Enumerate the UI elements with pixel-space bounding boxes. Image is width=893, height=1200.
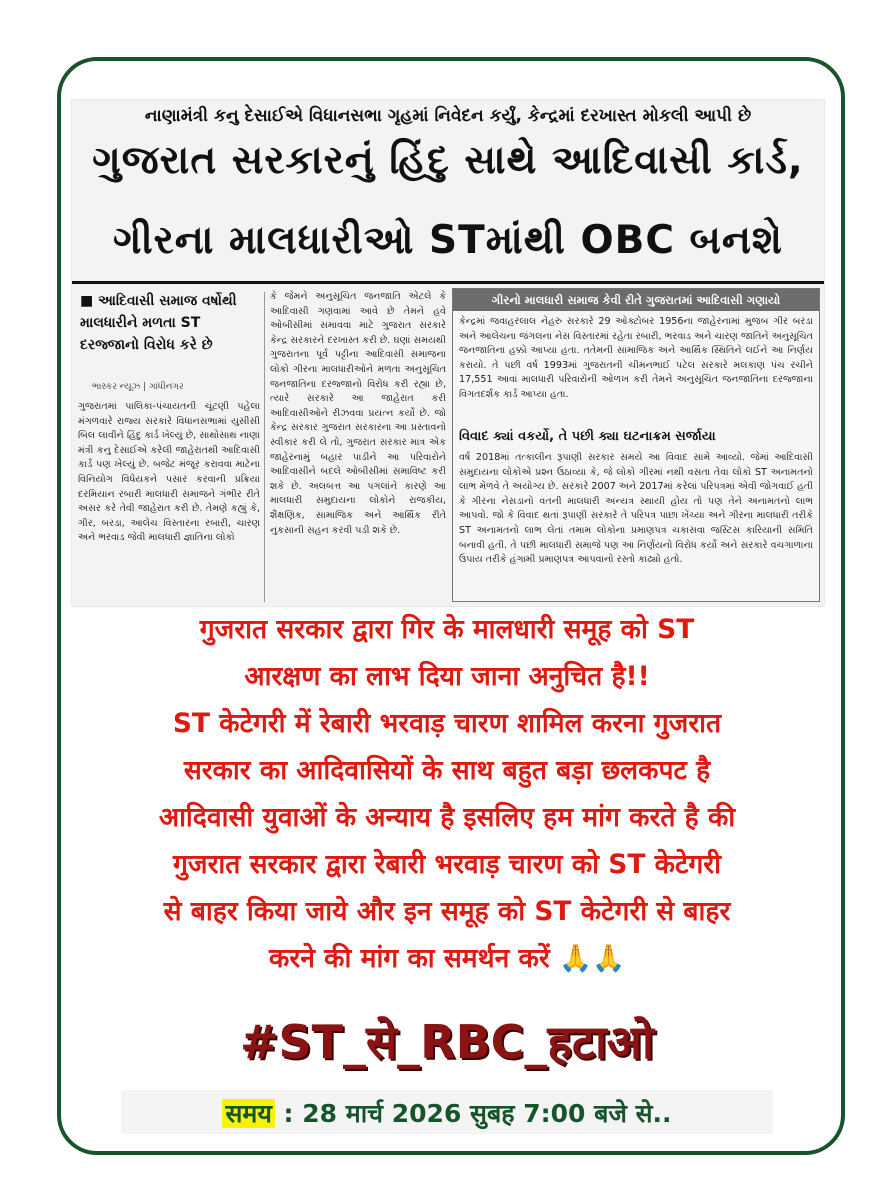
folded-hands-icon: 🙏🙏 bbox=[558, 943, 625, 974]
schedule-colon: : bbox=[283, 1099, 294, 1128]
news-column-2: કે જેમને અનુસૂચિત જનજાતિ એટલે કે આદિવાસી ગણવામાં આવે છે તેમને હવે ઓબીસીમાં સમાવવા માટે ગુજરાત સરકારે કેન્દ્ર સરકારને દરખાસ્ત કરી છે. ઘણાં સમયથી ગુજરાતના પૂર્વ પટ્ટીના આદિવાસી સમાજના લોકો ગીરના માલધારીઓને મળતા અનુસૂચિત જનજાતિના દરજ્જાનો વિરોધ કરી રહ્યા છે, ત્યારે સરકારે આ જાહેરાત કરી આદિવાસીઓને રીઝવવા પ્રયત્ન કર્યો છે. જો કેન્દ્ર સરકાર ગુજરાત સરકારના આ પ્રસ્તાવનો સ્વીકાર કરી લે તો, ગુજરાત સરકાર માત્ર એક જાહેરનામું બહાર પાડીને આ પરિવારોને આદિવાસીને બદલે ઓબીસીમાં સમાવિષ્ટ કરી શકે છે. અલબત્ત આ પગલાંને કારણે આ માલધારી સમુદાયના લોકોને રાજકીય, શૈક્ષણિક, સામાજિક અને આર્થિક રીતે નુકસાની સહન કરવી પડી શકે છે. bbox=[270, 291, 446, 536]
news-headline-line1: ગુજરાત સરકારનું હિંદુ સાથે આદિવાસી કાર્ડ, bbox=[92, 138, 804, 183]
appeal-line-3: ST केटेगरी में रेबारी भरवाड़ चारण शामिल करना गुजरात bbox=[172, 708, 722, 739]
schedule-date: 28 मार्च 2026 सुबह 7:00 बजे से.. bbox=[302, 1099, 672, 1128]
news-subhead: ■ આદિવાસી સમાજ વર્ષોથી માલધારીને મળતા ST દરજ્જાનો વિરોધ કરે છે bbox=[80, 293, 237, 353]
appeal-line-2: आरक्षण का लाभ दिया जाना अनुचित है!! bbox=[244, 661, 650, 692]
headline-divider bbox=[72, 281, 824, 284]
schedule-label: समय bbox=[222, 1099, 274, 1128]
news-headline-line2: ગીરના માલધારીઓ STમાંથી OBC બનશે bbox=[113, 218, 783, 263]
sidebar-box-title: ગીરનો માલધારી સમાજ કેવી રીતે ગુજરાતમાં આદિવાસી ગણાયો bbox=[453, 289, 819, 311]
appeal-text bbox=[62, 606, 832, 982]
sidebar-box-subhead: વિવાદ ક્યાં વકર્યો, તે પછી ક્યા ઘટનાક્રમ સર્જાયા bbox=[459, 429, 716, 444]
appeal-line-7: से बाहर किया जाये और इन समूह को ST केटेगरी से बाहर bbox=[163, 896, 731, 927]
news-kicker: નાણામંત્રી કનુ દેસાઈએ વિધાનસભા ગૃહમાં નિવેદન કર્યું, કેન્દ્રમાં દરખાસ્ત મોકલી આપી છે bbox=[144, 106, 752, 126]
sidebar-box-paragraph-1: કેન્દ્રમાં જવાહરલાલ નેહરુ સરકારે 29 ઓક્ટોબર 1956ના જાહેરનામાં મુજબ ગીર બરડા અને આલેચના જંગલના નેસ વિસ્તારમાં રહેતા રબારી, ભરવાડ અને ચારણ જાતિને અનુસૂચિત જનજાતિના હક્કો આપ્યા હતા. તતેમની સામાજિક અને આર્થિક સ્થિતિને લઈને આ નિર્ણય કરાયો. તે પછી વર્ષ 1993માં ગુજરાતની ચીમનભાઈ પટેલ સરકારે મલકાણ પંચ રચીને 17,551 આવાં માલધારી પરિવારોની ઓળખ કરી તેમને અનુસૂચિત જનજાતિના દરજ્જાના વિગતદર્શક કાર્ડ આપ્યા હતા. bbox=[459, 316, 813, 400]
appeal-line-6: गुजरात सरकार द्वारा रेबारी भरवाड़ चारण को ST केटेगरी bbox=[173, 849, 721, 880]
news-column-1: ગુજરાતમાં પાલિકા-પંચાયતની ચૂંટણી પહેલા મંગળવારે રાજ્ય સરકારે વિધાનસભામાં યુસીસી બિલ લાવીને હિંદુ કાર્ડ ખેલ્યું છે, સાથોસાથ નાણાં મંત્રી કનુ દેસાઈએ કરેલી જાહેરાતથી આદિવાસી કાર્ડ પણ ખેલ્યું છે. બજેટ મંજૂર કરાવવા માટેના વિનિયોગ વિધેયકને પસાર કરવાની પ્રક્રિયા દરમિયાન રબારી માલધારી સમાજને ગંભીર રીતે અસર કરે તેવી જાહેરાત કરી છે. તેમણે કહ્યું કે, ગીર, બરડા, આલેચ વિસ્તારના રબારી, ચારણ અને ભરવાડ જેવી માલધારી જ્ઞાતિના લોકો bbox=[78, 401, 260, 544]
appeal-line-8: करने की मांग का समर्थन करें bbox=[269, 943, 550, 974]
news-byline: ભાસ્કર ન્યૂઝ | ગાંધીનગર bbox=[92, 382, 184, 392]
news-sidebar-box bbox=[452, 288, 820, 602]
sidebar-box-paragraph-2: વર્ષ 2018માં તત્કાલીન રૂપાણી સરકાર સમયે આ વિવાદ સામે આવ્યો. જેમાં આદિવાસી સમુદાયના લોકોએ પ્રશ્ન ઉઠાવ્યા કે, જે લોકો ગીરમાં નથી વસતા તેવા લોકો ST અનામતનો લાભ મેળવે તે અયોગ્ય છે. સરકારે 2007 અને 2017માં કરેલાં પરિપત્રમાં એવી જોગવાઈ હતી કે ગીરના નેસડાનો વતની માલધારી અન્યત્ર સ્થાયી હોય તો પણ તેને અનામતનો લાભ આપવો. જો કે વિવાદ થતાં રૂપાણી સરકારે તે પરિપત્ર પાછા ખેંચ્યા અને ગીરના માલધારી તરીકે ST અનામતનો લાભ લેતાં તમામ લોકોના પ્રમાણપત્ર ચકાસવા જસ્ટિસ કારિયાની સમિતિ બનાવી હતી. તે પછી માલધારી સમાજે પણ આ નિર્ણયનો વિરોધ કર્યો અને સરકારે વચગાળાના ઉપાય તરીકે હંગામી પ્રમાણપત્ર આપવાનો રસ્તો કાઢ્યો હતો. bbox=[459, 452, 813, 566]
schedule-line bbox=[121, 1096, 773, 1130]
schedule-bar bbox=[121, 1090, 773, 1134]
appeal-line-8-wrap bbox=[62, 935, 832, 982]
hashtag: #ST_से_RBC_हटाओ bbox=[240, 1015, 654, 1069]
newspaper-clipping bbox=[72, 100, 824, 606]
appeal-line-1: गुजरात सरकार द्वारा गिर के मालधारी समूह को ST bbox=[199, 614, 695, 645]
appeal-line-4: सरकार का आदिवासियों के साथ बहुत बड़ा छलकपट है bbox=[183, 755, 711, 786]
appeal-line-5: आदिवासी युवाओं के अन्याय है इसलिए हम मांग करते है की bbox=[158, 802, 736, 833]
column-separator bbox=[264, 292, 265, 602]
